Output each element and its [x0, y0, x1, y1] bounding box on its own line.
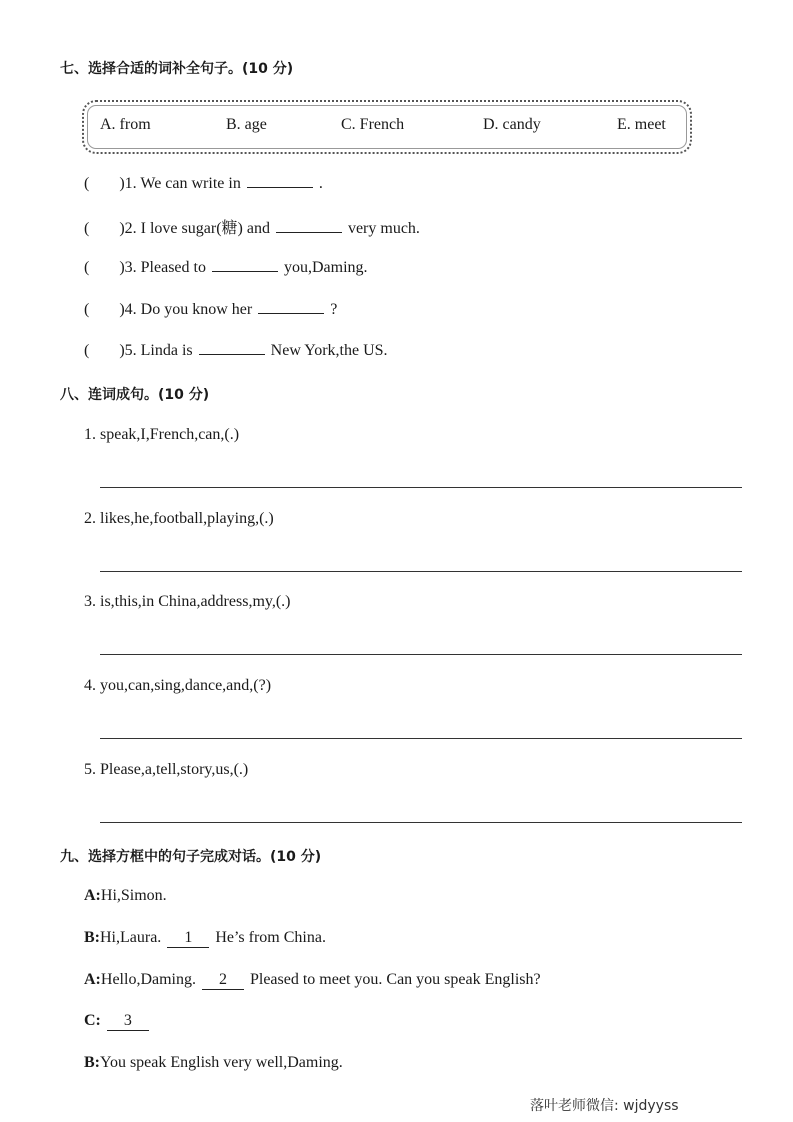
fill-blank-item	[84, 299, 337, 319]
answer-line[interactable]	[100, 738, 742, 739]
item-text: )2. I love sugar(糖) and	[119, 220, 270, 237]
watermark: 落叶老师微信: wjdyyss	[530, 1098, 679, 1114]
fill-blank-item	[84, 340, 388, 360]
line-after: He’s from China.	[215, 929, 326, 946]
answer-paren: (	[84, 220, 90, 237]
scrambled-sentence: 1. speak,I,French,can,(.)	[84, 426, 240, 443]
dialogue-blank[interactable]: 3	[107, 1012, 149, 1031]
scrambled-sentence: 3. is,this,in China,address,my,(.)	[84, 593, 291, 610]
answer-line[interactable]	[100, 822, 742, 823]
option-c: C. French	[341, 116, 405, 133]
section-8-heading: 八、连词成句。(10 分)	[60, 387, 210, 403]
line-after: Pleased to meet you. Can you speak English?	[249, 971, 541, 988]
blank[interactable]	[212, 257, 278, 272]
line-before: Hi,Laura.	[100, 929, 162, 946]
option-b: B. age	[226, 116, 267, 133]
speaker: B:	[84, 929, 100, 946]
speaker: A:	[84, 971, 101, 988]
dialogue-blank[interactable]: 1	[167, 929, 209, 948]
answer-paren: (	[84, 175, 90, 192]
fill-blank-item	[84, 173, 323, 193]
blank[interactable]	[276, 218, 342, 233]
line-before: Hello,Daming.	[100, 971, 196, 988]
item-after: ?	[330, 301, 338, 318]
item-after: you,Daming.	[283, 259, 368, 276]
blank[interactable]	[247, 173, 313, 188]
fill-blank-item	[84, 257, 368, 277]
speaker: A:	[84, 887, 101, 904]
blank[interactable]	[258, 299, 324, 314]
dialogue-line	[84, 1012, 155, 1031]
item-after: .	[318, 175, 323, 192]
answer-line[interactable]	[100, 487, 742, 488]
option-e: E. meet	[617, 116, 666, 133]
answer-line[interactable]	[100, 571, 742, 572]
item-text: )3. Pleased to	[119, 259, 206, 276]
item-text: )5. Linda is	[119, 342, 193, 359]
dialogue-line	[84, 929, 326, 948]
answer-paren: (	[84, 301, 90, 318]
scrambled-sentence: 2. likes,he,football,playing,(.)	[84, 510, 274, 527]
speaker: B:	[84, 1054, 100, 1071]
scrambled-sentence: 5. Please,a,tell,story,us,(.)	[84, 761, 249, 778]
option-a: A. from	[100, 116, 151, 133]
dialogue-line	[84, 887, 167, 905]
line-before: Hi,Simon.	[100, 887, 167, 904]
blank[interactable]	[199, 340, 265, 355]
answer-paren: (	[84, 342, 90, 359]
dialogue-blank[interactable]: 2	[202, 971, 244, 990]
section-7-heading: 七、选择合适的词补全句子。(10 分)	[60, 61, 294, 77]
item-after: New York,the US.	[270, 342, 388, 359]
item-text: )1. We can write in	[119, 175, 241, 192]
item-text: )4. Do you know her	[119, 301, 253, 318]
scrambled-sentence: 4. you,can,sing,dance,and,(?)	[84, 677, 272, 694]
item-after: very much.	[347, 220, 420, 237]
answer-paren: (	[84, 259, 90, 276]
dialogue-line	[84, 1054, 343, 1072]
option-d: D. candy	[483, 116, 541, 133]
line-before: You speak English very well,Daming.	[100, 1054, 343, 1071]
speaker: C:	[84, 1012, 101, 1029]
answer-line[interactable]	[100, 654, 742, 655]
fill-blank-item	[84, 215, 420, 238]
section-9-heading: 九、选择方框中的句子完成对话。(10 分)	[60, 849, 322, 865]
dialogue-line	[84, 971, 541, 990]
